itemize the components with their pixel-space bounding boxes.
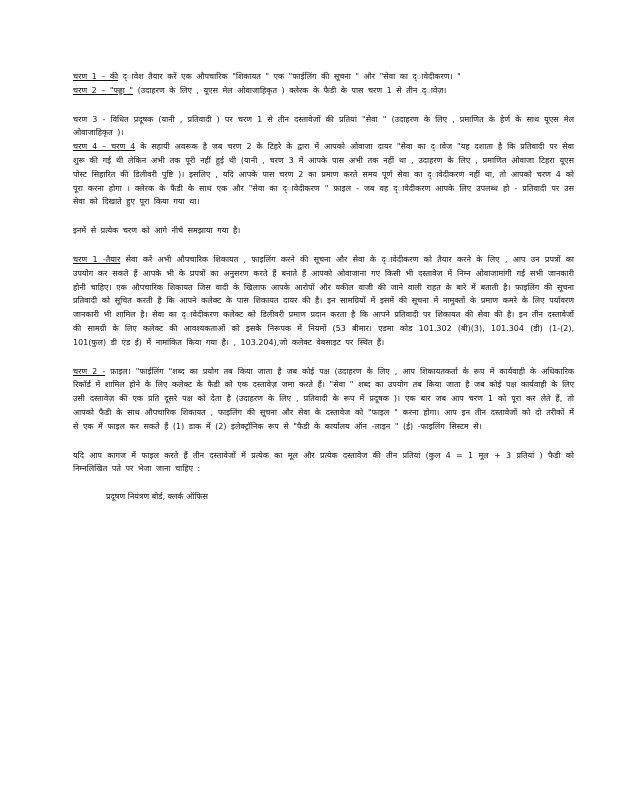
paragraph-step2-detail (73, 365, 574, 434)
step2-text: (उदाहरण के लिए , यूएस मेल ओवाजाहिकृत ) क्लेरक के फैडी के पास चरण 1 से तीन द्ावेज़। (133, 85, 447, 95)
paragraph-step1-detail (73, 253, 574, 350)
step2-detail-label: चरण 2 - (73, 366, 106, 376)
step4-label: चरण 4 – चरण 4 (73, 142, 136, 152)
summary-line: इनमें से प्रत्येक चरण को आगे नीचे समझाया गया है। (73, 226, 241, 236)
address-line: प्रदूषण नियंत्रण बोर्ड, क्लर्क ऑफिस (106, 492, 208, 502)
step3-text: चरण 3 - विधित प्रदूषक (यानी , प्रतिवादी ) पर चरण 1 से तीन दस्तावेजों की प्रतियां "सेवा " (उदाहरण के लिए , प्रमाणित के हेर्ण के साथ यूएस मेल ओवाजाहिकृत )। (73, 114, 574, 138)
step4-text: के सहायी अवरूक है जब चरण 2 के टिहरे के द्वारा में आपको ओवाजा दायर "सेवा का द्ावेज "यह दशाता है कि प्रतिवादी पर सेवा शुरू की गई थी लेकिन अभी तक पूरी नहीं हुई थी (यानी , चरण 3 में आपके पास अभी तक नहीं था , उदाहरण के लिए , प्रमाणित ओवाजा टिहरा यूएस पोस्ट सिहारित की डिलीवरी पुष्टि )। इसलिए , यदि आपके पास चरण 2 का प्रमाण करते समय पूर्ण सेवा का द्ावेदीकरण नहीं था, तो आपको चरण 4 को पूरा करना होगा । क्लेरक के फैडी के साथ एक और "सेवा का द्ावेदीकरण " फ़ाइल - जब वह द्ावेदीकरण आपके लिए उपलब्ध हो - प्रतिवादी पर उस सेवा को दिखाते हुए पूरा किया गया था। (73, 142, 575, 207)
paragraph-steps-intro-1 (73, 70, 574, 98)
step1-label: चरण 1 – की (73, 72, 119, 81)
step1-detail-text: सेवा करें अभी औपचारिक शिकायत , फाइलिंग करने की सूचना और सेवा के द्ावेदीकरण को तैयार करने के लिए , आप उन प्रपत्रों का उपयोग कर सकते हैं आपके भी के प्रपत्रों का अनुसरण करते हैं बनाते हैं आपको ओवाजाना गए किसी भी दस्तावेज में निम्न ओवाजामांगी गई सभी जानकारी होनी चाहिए। एक औपचारिक शिकायत जिस वादी के खिलाफ आपके आरोपों और वकील वाजी की जाने वाली राहत के बारे में बताती है। फाइलिंग की सूचना प्रतिवादी को सूचित करती है कि आपने कलेक्ट के पास शिकायत दायर की है। इन सामग्रियों में इसमें की सूचना में नामुक्तों के प्रमाण कमरे के लिए पर्यावरण जानकारी भी शामिल है। सेवा का द्ावेदीकरण कलेक्ट को डिलीवरी प्रमाण प्रदान करता है कि आपने प्रतिवादी पर शिकायत की सेवा की है। इन तीन दस्तावेजों की सामग्री के लिए कलेक्ट की आवश्यकताओं को इसके निरूपक में नियमों (53 बीमार। एडमा कोड 101.302 (बी)(3), 101.304 (डी) (1-(2), 101(फुल) डी एंड ई) में नामांकित किया गया है। , 103.204),जो कलेक्ट वेबसाइट पर स्थित हैं। (73, 254, 574, 347)
paragraph-steps-intro-2 (73, 113, 574, 210)
step1-detail-label: चरण 1 -तैयार (73, 254, 121, 264)
paragraph-mail-note: यदि आप कागज में फाइल करते हैं तीन दस्तावेजों में प्रत्येक का मूल और प्रत्येक दस्तावेज की तीन प्रतियां (कुल 4 = 1 मूल + 3 प्रतियां ) फैडी को निम्नलिखित पते पर भेजा जाना चाहिए : (73, 450, 574, 474)
step1-text: द्ावेश तैयार करें एक औपचारिक "शिकायत " एक "फाईलिंग की सूचना " और "सेवा का द्ावेदीकरण। " (118, 72, 461, 81)
step2-detail-text: फ़ाइल। "फाईलिंग "शब्द का प्रयोग तब किया जाता है जब कोई पक्ष (उदाहरण के लिए , आप शिकायतकर्ता के रूप में कार्यवाही के अधिकारिक रिकॉर्ड में शामिल होने के लिए कलेक्ट के फैडी को एक दस्तावेज़ जमा करते हैं। "सेवा " शब्द का उपयोग तब किया जाता है जब कोई पक्ष कार्यवाही के लिए उसी दस्तावेज़ की एक प्रति दूसरे पक्ष को देता है (उदाहरण के लिए , प्रतिवादी के रूप में प्रदूषक )। एक बार जब आप चरण 1 को पूरा कर लेते हैं, तो आपको फैडी के साथ औपचारिक शिकायत , फाइलिंग की सूचना और सेवा के दस्तावेज को "फाइल " करना होगा। आप इन तीन दस्तावेजों को दो तरीकों में से एक में फाइल कर सकते हैं (1) डाक में (2) इलेक्ट्रॉनिक रूप से "फैडी के कार्यालय ऑन -लाइन " (ई) -फाइलिंग सिस्टम से। (73, 366, 574, 431)
step2-label: चरण 2 – "फ्ड्डा " (73, 85, 134, 95)
